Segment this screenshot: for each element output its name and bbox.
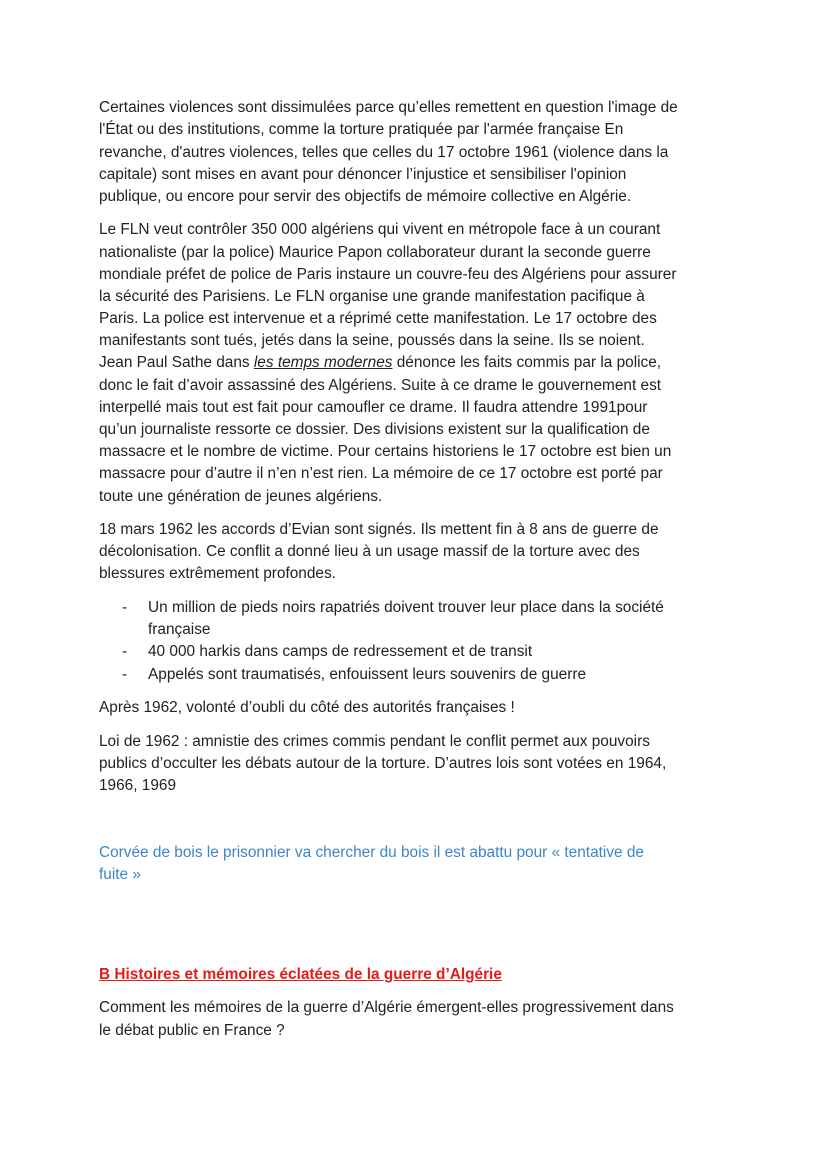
paragraph-line: 18 mars 1962 les accords d’Evian sont signés. Ils mettent fin à 8 ans de guerre de bbox=[99, 521, 659, 538]
paragraph-line: Paris. La police est intervenue et a réprimé cette manifestation. Le 17 octobre des bbox=[99, 310, 657, 327]
paragraph-line-with-title bbox=[99, 353, 661, 373]
text-run: dénonce les faits commis par la police, bbox=[392, 354, 662, 371]
question-line: le débat public en France ? bbox=[99, 1022, 285, 1039]
text-run: Jean Paul Sathe dans bbox=[99, 354, 254, 371]
paragraph-line: interpellé mais tout est fait pour camoufler ce drame. Il faudra attendre 1991pour bbox=[99, 399, 648, 416]
paragraph-line: massacre et le nombre de victime. Pour certains historiens le 17 octobre est bien un bbox=[99, 443, 672, 460]
book-title: les temps modernes bbox=[253, 354, 393, 371]
bullet-marker: - bbox=[122, 599, 128, 616]
paragraph-line: décolonisation. Ce conflit a donné lieu à un usage massif de la torture avec des bbox=[99, 543, 640, 560]
question-line: Comment les mémoires de la guerre d’Algérie émergent-elles progressivement dans bbox=[99, 999, 674, 1016]
bullet-item: Appelés sont traumatisés, enfouissent leurs souvenirs de guerre bbox=[148, 666, 587, 683]
paragraph-line: manifestants sont tués, jetés dans la seine, poussés dans la seine. Ils se noient. bbox=[99, 332, 645, 349]
bullet-item-continuation: française bbox=[148, 621, 211, 638]
bullet-marker: - bbox=[122, 666, 128, 683]
paragraph-line: toute une génération de jeunes algériens. bbox=[99, 488, 383, 505]
paragraph-line: blessures extrêmement profondes. bbox=[99, 565, 336, 582]
paragraph-line: capitale) sont mises en avant pour dénoncer l’injustice et sensibiliser l'opinion bbox=[99, 166, 627, 183]
bullet-marker: - bbox=[122, 643, 128, 660]
paragraph-line: Certaines violences sont dissimulées parce qu’elles remettent en question l'image de bbox=[99, 99, 678, 116]
paragraph-line: nationaliste (par la police) Maurice Papon collaborateur durant la seconde guerre bbox=[99, 244, 651, 261]
paragraph-line: revanche, d'autres violences, telles que celles du 17 octobre 1961 (violence dans la bbox=[99, 144, 669, 161]
paragraph-line: publique, ou encore pour servir des objectifs de mémoire collective en Algérie. bbox=[99, 188, 632, 205]
paragraph-line: qu’un journaliste ressorte ce dossier. Des divisions existent sur la qualification de bbox=[99, 421, 650, 438]
paragraph-line: publics d’occulter les débats autour de la torture. D’autres lois sont votées en 1964, bbox=[99, 755, 667, 772]
paragraph-line: Loi de 1962 : amnistie des crimes commis pendant le conflit permet aux pouvoirs bbox=[99, 733, 650, 750]
paragraph-line: massacre pour d’autre il n’en n’est rien. La mémoire de ce 17 octobre est porté par bbox=[99, 465, 663, 482]
paragraph-line: la sécurité des Parisiens. Le FLN organise une grande manifestation pacifique à bbox=[99, 288, 645, 305]
paragraph-line: Après 1962, volonté d’oubli du côté des autorités françaises ! bbox=[99, 699, 515, 716]
bullet-item: Un million de pieds noirs rapatriés doivent trouver leur place dans la société bbox=[148, 599, 664, 616]
paragraph-line: mondiale préfet de police de Paris instaure un couvre-feu des Algériens pour assurer bbox=[99, 266, 677, 283]
paragraph-line: donc le fait d’avoir assassiné des Algériens. Suite à ce drame le gouvernement est bbox=[99, 377, 662, 394]
blue-note-line: Corvée de bois le prisonnier va chercher du bois il est abattu pour « tentative de bbox=[99, 844, 644, 861]
section-heading: B Histoires et mémoires éclatées de la guerre d’Algérie bbox=[99, 966, 502, 983]
paragraph-line: Le FLN veut contrôler 350 000 algériens qui vivent en métropole face à un courant bbox=[99, 221, 661, 238]
paragraph-line: l'État ou des institutions, comme la torture pratiquée par l'armée française En bbox=[99, 121, 624, 138]
bullet-item: 40 000 harkis dans camps de redressement et de transit bbox=[148, 643, 533, 660]
blue-note-line: fuite » bbox=[99, 866, 141, 883]
paragraph-line: 1966, 1969 bbox=[99, 777, 177, 794]
